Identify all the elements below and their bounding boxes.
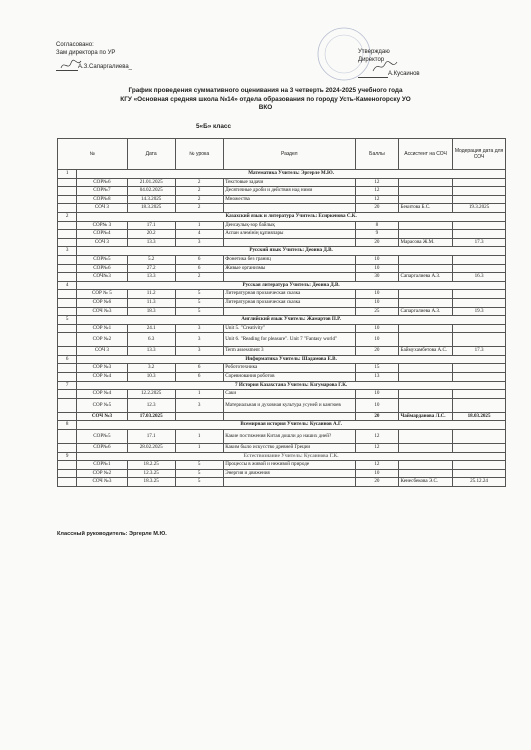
section-topic [223, 204, 355, 213]
title-line-3: ВКО [258, 104, 273, 111]
score-value: 12 [355, 187, 398, 196]
col-header-score: Баллы [355, 139, 398, 170]
subject-teacher-heading: Русская литература Учитель: Деоина Д.В. [77, 281, 506, 290]
assessment-code: СОР№6 [77, 178, 127, 187]
assessment-date: 27.2 [127, 264, 175, 273]
row-spacer-cell [58, 238, 77, 247]
table-row [58, 398, 506, 412]
lesson-number: 3 [175, 238, 223, 247]
score-value: 15 [355, 364, 398, 373]
assessment-date: 12.3 [127, 398, 175, 412]
moderation-date: 18.03.2025 [453, 412, 506, 421]
assistant-name: Баймухамбетова А.С. [399, 347, 453, 356]
score-value: 20 [355, 412, 398, 421]
section-topic: Литературная прозаическая сказка [223, 298, 355, 307]
assistant-name [399, 364, 453, 373]
table-row [58, 307, 506, 316]
assessment-code: СОР№7 [77, 187, 127, 196]
lesson-number: 6 [175, 373, 223, 382]
score-value: 20 [355, 347, 398, 356]
subject-section-row [58, 421, 506, 430]
row-spacer-cell [58, 307, 77, 316]
moderation-date [453, 195, 506, 204]
assessment-code: СОР№4 [77, 230, 127, 239]
score-value: 10 [355, 398, 398, 412]
section-topic: Каким было искусство древней Греции [223, 444, 355, 453]
assessment-code: СОР №6 [77, 298, 127, 307]
assistant-name [399, 390, 453, 399]
section-topic: Соревнования роботов [223, 373, 355, 382]
row-spacer-cell [58, 444, 77, 453]
row-spacer-cell [58, 255, 77, 264]
score-value: 10 [355, 324, 398, 333]
assistant-name [399, 195, 453, 204]
score-value: 12 [355, 444, 398, 453]
score-value: 25 [355, 307, 398, 316]
table-row [58, 373, 506, 382]
section-topic: Процессы в живой и неживой природе [223, 461, 355, 470]
lesson-number: 3 [175, 324, 223, 333]
row-spacer-cell [58, 398, 77, 412]
subject-teacher-heading: Информатика Учитель: Шадамова Е.В. [77, 355, 506, 364]
moderation-date: 17.3 [453, 347, 506, 356]
col-header-section: Раздел [223, 139, 355, 170]
lesson-number [175, 412, 223, 421]
assessment-code: СОР№ 3 [77, 221, 127, 230]
assistant-name [399, 187, 453, 196]
table-row [58, 273, 506, 282]
assessment-code: СОР№1 [77, 461, 127, 470]
assessment-date: 24.1 [127, 324, 175, 333]
moderation-date [453, 373, 506, 382]
subject-teacher-heading: Математика Учитель: Эргерле М.Ю. [77, 170, 506, 179]
subject-section-row [58, 381, 506, 390]
assessment-code: СОР №4 [77, 390, 127, 399]
assistant-name [399, 264, 453, 273]
moderation-date [453, 290, 506, 299]
lesson-number: 3 [175, 333, 223, 347]
assistant-name [399, 430, 453, 444]
assistant-name: Кенесбекова Э.С. [399, 478, 453, 487]
section-topic: Денсаулық-зор байлық [223, 221, 355, 230]
section-topic: Материальная и духовная культура усуней и кангюев [223, 398, 355, 412]
lesson-number: 2 [175, 273, 223, 282]
assessment-date: 18.3.25 [127, 478, 175, 487]
section-topic: Энергия и движения [223, 469, 355, 478]
moderation-date: 17.3 [453, 238, 506, 247]
lesson-number: 6 [175, 264, 223, 273]
section-number: 7 [58, 381, 77, 390]
subject-section-row [58, 452, 506, 461]
assistant-name: Чаймарданова Л.С. [399, 412, 453, 421]
score-value: 12 [355, 430, 398, 444]
assessment-code: СОЧ №3 [77, 412, 127, 421]
lesson-number: 2 [175, 195, 223, 204]
score-value: 10 [355, 298, 398, 307]
table-row [58, 461, 506, 470]
lesson-number: 6 [175, 255, 223, 264]
subject-section-row [58, 281, 506, 290]
approval-right-name: А.Кусаинов [388, 71, 420, 77]
assistant-name [399, 221, 453, 230]
section-number: 2 [58, 212, 77, 221]
approval-right-position: Директор [358, 57, 385, 63]
col-header-moderation: Модерация дата для СОЧ [453, 139, 506, 170]
assessment-code: СОЧ№3 [77, 273, 127, 282]
row-spacer-cell [58, 364, 77, 373]
moderation-date [453, 469, 506, 478]
table-header-row [58, 139, 506, 170]
assessment-date: 20.2 [127, 230, 175, 239]
assessment-code: СОР №1 [77, 324, 127, 333]
assessment-code: СОР №5 [77, 398, 127, 412]
assessment-code: СОР №2 [77, 333, 127, 347]
assessment-date: 17.03.2025 [127, 412, 175, 421]
table-row [58, 290, 506, 299]
lesson-number: 5 [175, 478, 223, 487]
section-topic: Живые организмы [223, 264, 355, 273]
approval-left-name: А.З.Сапаргалиева_ [78, 64, 132, 70]
subject-section-row [58, 355, 506, 364]
lesson-number: 1 [175, 430, 223, 444]
assessment-date: 21.01.2025 [127, 178, 175, 187]
row-spacer-cell [58, 347, 77, 356]
lesson-number: 2 [175, 178, 223, 187]
assessment-date: 17.1 [127, 221, 175, 230]
lesson-number: 4 [175, 230, 223, 239]
section-number: 3 [58, 247, 77, 256]
section-topic: Unit 6. "Reading for pleasure". Unit 7 "Fantasy world" [223, 333, 355, 347]
subject-teacher-heading: 7 История Казахстана Учитель: Кзгумарова Г.К. [77, 381, 506, 390]
table-row [58, 478, 506, 487]
table-row [58, 364, 506, 373]
score-value: 12 [355, 195, 398, 204]
row-spacer-cell [58, 230, 77, 239]
assistant-name [399, 461, 453, 470]
row-spacer-cell [58, 412, 77, 421]
table-row [58, 187, 506, 196]
moderation-date [453, 255, 506, 264]
table-row [58, 264, 506, 273]
score-value: 20 [355, 204, 398, 213]
assessment-date: 13.3 [127, 347, 175, 356]
section-topic [223, 273, 355, 282]
table-row [58, 204, 506, 213]
table-row [58, 412, 506, 421]
assessment-code: СОР№6 [77, 264, 127, 273]
assessment-code: СОР №4 [77, 373, 127, 382]
score-value: 20 [355, 238, 398, 247]
lesson-number: 2 [175, 187, 223, 196]
moderation-date [453, 298, 506, 307]
assessment-date: 04.02.2025 [127, 187, 175, 196]
section-number: 9 [58, 452, 77, 461]
row-spacer-cell [58, 324, 77, 333]
title-line-2: КГУ «Основная средняя школа №14» отдела образования по городу Усть-Каменогорску УО [120, 95, 411, 103]
section-topic: Аспан әлемінің құпиялары [223, 230, 355, 239]
section-topic: Текстовые задачи [223, 178, 355, 187]
moderation-date: 19.3.2025 [453, 204, 506, 213]
assessment-date: 5.2 [127, 255, 175, 264]
assessment-code: СОР№6 [77, 444, 127, 453]
assessment-date: 12.3.25 [127, 469, 175, 478]
lesson-number: 5 [175, 469, 223, 478]
assessment-date: 11.3 [127, 298, 175, 307]
table-row [58, 178, 506, 187]
row-spacer-cell [58, 373, 77, 382]
subject-section-row [58, 247, 506, 256]
table-row [58, 255, 506, 264]
subject-teacher-heading: Естествознание Учитель: Кусаинова Г.К. [77, 452, 506, 461]
document-title [0, 87, 531, 113]
score-value: 13 [355, 373, 398, 382]
assessment-code: СОР№5 [77, 430, 127, 444]
col-header-date: Дата [127, 139, 175, 170]
moderation-date [453, 221, 506, 230]
row-spacer-cell [58, 204, 77, 213]
moderation-date [453, 333, 506, 347]
table-row [58, 333, 506, 347]
assistant-name [399, 469, 453, 478]
signature-right [372, 60, 398, 74]
moderation-date [453, 324, 506, 333]
assistant-name [399, 373, 453, 382]
lesson-number: 3 [175, 398, 223, 412]
moderation-date [453, 178, 506, 187]
col-header-number: № [58, 139, 128, 170]
section-number: 6 [58, 355, 77, 364]
row-spacer-cell [58, 298, 77, 307]
section-topic: Какие постижения Китая дошли до наших дней? [223, 430, 355, 444]
section-topic: Робототехника [223, 364, 355, 373]
approval-right-title: Утверждаю [358, 49, 390, 55]
assessment-date: 6.3 [127, 333, 175, 347]
assessment-code: СОЧ №3 [77, 478, 127, 487]
score-value: 10 [355, 264, 398, 273]
section-number: 8 [58, 421, 77, 430]
section-topic: Саки [223, 390, 355, 399]
subject-teacher-heading: Казахский язык и литература Учитель: Есиркенова С.К. [77, 212, 506, 221]
col-header-lesson: № урока [175, 139, 223, 170]
table-row [58, 347, 506, 356]
assistant-name [399, 444, 453, 453]
assistant-name: Бекитова Б.С. [399, 204, 453, 213]
row-spacer-cell [58, 195, 77, 204]
row-spacer-cell [58, 264, 77, 273]
table-body [58, 170, 506, 487]
table-row [58, 298, 506, 307]
section-number: 5 [58, 316, 77, 325]
table-row [58, 230, 506, 239]
assistant-name [399, 324, 453, 333]
score-value: 10 [355, 255, 398, 264]
section-topic: Unit 5. "Creativity" [223, 324, 355, 333]
score-value: 10 [355, 390, 398, 399]
assessment-code: СОР №2 [77, 469, 127, 478]
moderation-date [453, 461, 506, 470]
lesson-number: 5 [175, 307, 223, 316]
assistant-name [399, 178, 453, 187]
moderation-date [453, 364, 506, 373]
table-row [58, 221, 506, 230]
moderation-date: 16.3 [453, 273, 506, 282]
assessment-code: СОР№8 [77, 195, 127, 204]
assessment-date: 11.2 [127, 290, 175, 299]
assessment-code: СОЧ 3 [77, 204, 127, 213]
section-topic: Term assessment 3 [223, 347, 355, 356]
assessment-code: СОР №3 [77, 364, 127, 373]
class-label: 5«Б» класс [196, 123, 232, 130]
row-spacer-cell [58, 178, 77, 187]
lesson-number: 2 [175, 204, 223, 213]
lesson-number: 6 [175, 364, 223, 373]
assistant-name: Сапаргалиева А.З. [399, 307, 453, 316]
row-spacer-cell [58, 273, 77, 282]
row-spacer-cell [58, 469, 77, 478]
table-row [58, 195, 506, 204]
section-topic: Литературная прозаическая сказка [223, 290, 355, 299]
score-value: 10 [355, 469, 398, 478]
assessment-date: 28.02.2025 [127, 444, 175, 453]
section-number: 4 [58, 281, 77, 290]
section-topic: Фонетика без границ [223, 255, 355, 264]
assistant-name: Марасова Ж.М. [399, 238, 453, 247]
assessment-code: СОЧ 3 [77, 347, 127, 356]
assistant-name [399, 298, 453, 307]
subject-section-row [58, 212, 506, 221]
assessment-date: 18.3 [127, 307, 175, 316]
section-topic [223, 478, 355, 487]
subject-section-row [58, 170, 506, 179]
assessment-code: СОР № 5 [77, 290, 127, 299]
table-row [58, 430, 506, 444]
table-row [58, 444, 506, 453]
assistant-name [399, 255, 453, 264]
table-row [58, 390, 506, 399]
section-topic [223, 238, 355, 247]
section-topic [223, 307, 355, 316]
assistant-name [399, 333, 453, 347]
score-value: 10 [355, 290, 398, 299]
approval-left-title: Согласовано: [56, 42, 94, 48]
moderation-date [453, 430, 506, 444]
score-value: 30 [355, 273, 398, 282]
score-value: 20 [355, 478, 398, 487]
assessment-date: 13.3 [127, 273, 175, 282]
assessment-code: СОЧ №3 [77, 307, 127, 316]
assistant-name [399, 398, 453, 412]
section-topic [223, 412, 355, 421]
table-row [58, 324, 506, 333]
row-spacer-cell [58, 461, 77, 470]
moderation-date [453, 264, 506, 273]
assessment-code: СОР№5 [77, 255, 127, 264]
table-row [58, 238, 506, 247]
assessment-date: 13.3 [127, 238, 175, 247]
assistant-name: Сапаргалиева А.З. [399, 273, 453, 282]
row-spacer-cell [58, 478, 77, 487]
signature-left [60, 58, 82, 72]
section-topic: Десятичные дроби и действия над ними [223, 187, 355, 196]
moderation-date: 25.12.24 [453, 478, 506, 487]
moderation-date [453, 398, 506, 412]
assessment-date: 18.3.2025 [127, 204, 175, 213]
assessment-date: 18.2.25 [127, 461, 175, 470]
assessment-date: 17.1 [127, 430, 175, 444]
lesson-number: 5 [175, 290, 223, 299]
subject-teacher-heading: Английский язык Учитель: Жамартов П.Р. [77, 316, 506, 325]
row-spacer-cell [58, 390, 77, 399]
subject-teacher-heading: Всемирная история Учитель: Кусаинов А.Г. [77, 421, 506, 430]
lesson-number: 1 [175, 444, 223, 453]
moderation-date [453, 390, 506, 399]
section-number: 1 [58, 170, 77, 179]
moderation-date [453, 187, 506, 196]
assessment-date: 12.2.2025 [127, 390, 175, 399]
assessment-schedule-table [57, 138, 506, 487]
assistant-name [399, 230, 453, 239]
row-spacer-cell [58, 430, 77, 444]
assistant-name [399, 290, 453, 299]
assessment-code: СОЧ 3 [77, 238, 127, 247]
subject-teacher-heading: Русский язык Учитель: Деоина Д.В. [77, 247, 506, 256]
lesson-number: 5 [175, 461, 223, 470]
assessment-date: 3.2 [127, 364, 175, 373]
moderation-date [453, 230, 506, 239]
lesson-number: 5 [175, 298, 223, 307]
assessment-date: 14.3.2025 [127, 195, 175, 204]
row-spacer-cell [58, 333, 77, 347]
score-value: 10 [355, 333, 398, 347]
moderation-date [453, 444, 506, 453]
subject-section-row [58, 316, 506, 325]
col-header-assistant: Ассистент на СОЧ [399, 139, 453, 170]
lesson-number: 3 [175, 347, 223, 356]
lesson-number: 1 [175, 221, 223, 230]
title-line-1: График проведения суммативного оценивания на 3 четверть 2024-2025 учебного года [128, 87, 403, 94]
approval-left-position: Зам директора по УР [56, 50, 116, 56]
assessment-date: 10.3 [127, 373, 175, 382]
score-value: 12 [355, 178, 398, 187]
score-value: 12 [355, 461, 398, 470]
row-spacer-cell [58, 221, 77, 230]
section-topic: Множества [223, 195, 355, 204]
class-teacher-footer: Классный руководитель: Эргерле М.Ю. [57, 531, 167, 537]
row-spacer-cell [58, 187, 77, 196]
lesson-number: 1 [175, 390, 223, 399]
score-value: 9 [355, 230, 398, 239]
table-row [58, 469, 506, 478]
row-spacer-cell [58, 290, 77, 299]
moderation-date: 19.3 [453, 307, 506, 316]
score-value: 8 [355, 221, 398, 230]
